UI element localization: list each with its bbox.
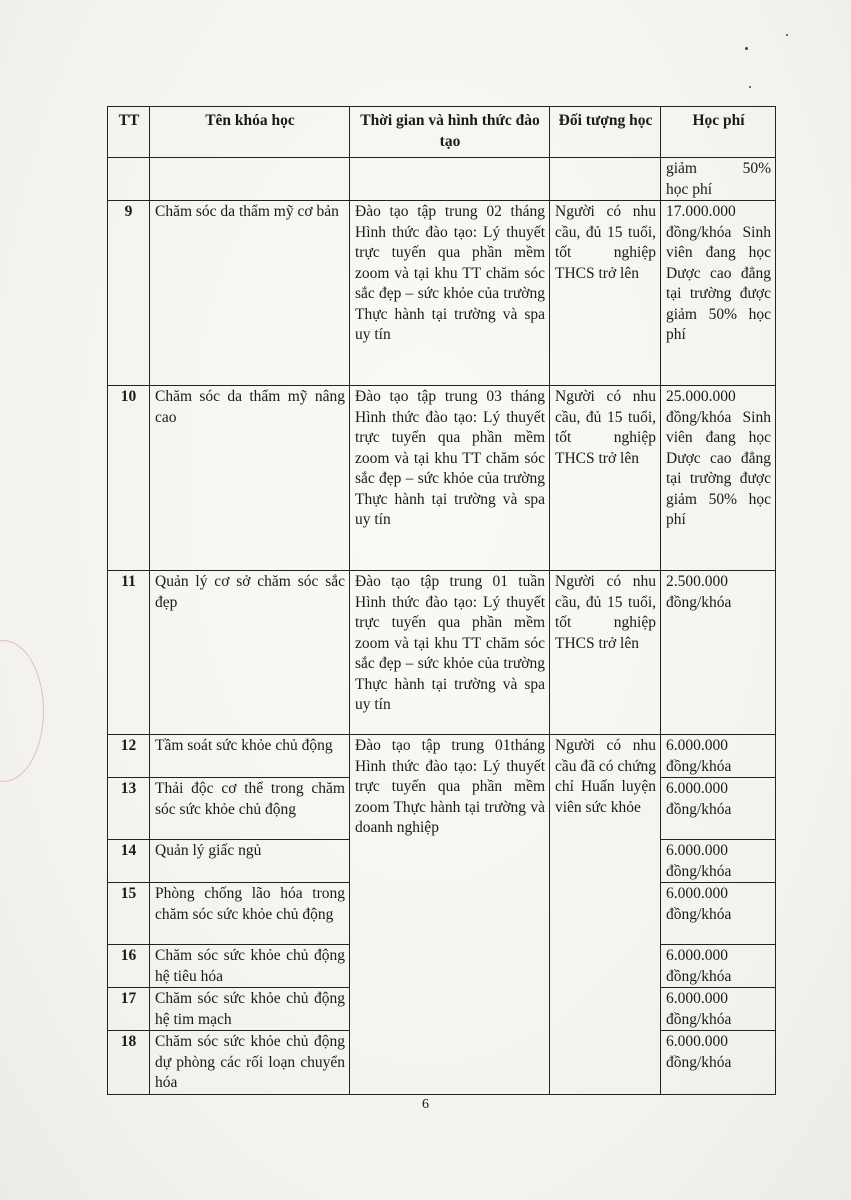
table-header-row (108, 107, 776, 158)
continued-row (108, 158, 776, 201)
table-cell (550, 158, 661, 201)
table-row (108, 386, 776, 571)
header-fee: Học phí (661, 107, 776, 158)
fee: 6.000.000 đồng/khóa (661, 883, 776, 945)
fee: 6.000.000 đồng/khóa (661, 945, 776, 988)
time-form: Đào tạo tập trung 02 tháng Hình thức đào tạo: Lý thuyết trực tuyến qua phần mềm zoom và tại khu TT chăm sóc sắc đẹp – sức khỏe của trường Thực hành tại trường và spa uy tín (350, 201, 550, 386)
fee: 6.000.000 đồng/khóa (661, 988, 776, 1031)
continued-fee-line-2: học phí (666, 180, 713, 198)
target-audience-shared: Người có nhu cầu đã có chứng chỉ Huấn luyện viên sức khỏe (550, 735, 661, 1095)
scan-speck (749, 86, 751, 88)
header-time-form: Thời gian và hình thức đào tạo (350, 107, 550, 158)
course-name: Phòng chống lão hóa trong chăm sóc sức khỏe chủ động (150, 883, 350, 945)
course-name: Chăm sóc da thẩm mỹ nâng cao (150, 386, 350, 571)
course-name: Quản lý cơ sở chăm sóc sắc đẹp (150, 571, 350, 735)
fee: 6.000.000 đồng/khóa (661, 778, 776, 840)
fee: 25.000.000 đồng/khóa Sinh viên đang học Dược cao đẳng tại trường được giảm 50% học phí (661, 386, 776, 571)
table-row (108, 201, 776, 386)
course-name: Chăm sóc sức khỏe chủ động hệ tiêu hóa (150, 945, 350, 988)
course-name: Chăm sóc sức khỏe chủ động dự phòng các rối loạn chuyển hóa (150, 1031, 350, 1095)
fee: 6.000.000 đồng/khóa (661, 735, 776, 778)
course-name: Thải độc cơ thể trong chăm sóc sức khỏe chủ động (150, 778, 350, 840)
table-row (108, 571, 776, 735)
fee: 6.000.000 đồng/khóa (661, 840, 776, 883)
row-number: 10 (108, 386, 150, 571)
row-number: 15 (108, 883, 150, 945)
scan-speck (786, 34, 788, 36)
row-number: 13 (108, 778, 150, 840)
fee: 6.000.000 đồng/khóa (661, 1031, 776, 1095)
row-number: 9 (108, 201, 150, 386)
target-audience: Người có nhu cầu, đủ 15 tuổi, tốt nghiệp THCS trở lên (550, 571, 661, 735)
fee: 2.500.000 đồng/khóa (661, 571, 776, 735)
continued-fee-line-1: giảm 50% (666, 160, 771, 177)
table-cell (108, 158, 150, 201)
table-cell (350, 158, 550, 201)
time-form-shared: Đào tạo tập trung 01tháng Hình thức đào tạo: Lý thuyết trực tuyến qua phần mềm zoom Thực hành tại trường và doanh nghiệp (350, 735, 550, 1095)
scan-speck (745, 47, 748, 50)
time-form: Đào tạo tập trung 03 tháng Hình thức đào tạo: Lý thuyết trực tuyến qua phần mềm zoom và tại khu TT chăm sóc sắc đẹp – sức khỏe của trường Thực hành tại trường và spa uy tín (350, 386, 550, 571)
table-row (108, 735, 776, 778)
table-cell (150, 158, 350, 201)
header-course-name: Tên khóa học (150, 107, 350, 158)
course-name: Quản lý giấc ngủ (150, 840, 350, 883)
header-tt: TT (108, 107, 150, 158)
course-table (107, 106, 776, 1095)
row-number: 12 (108, 735, 150, 778)
header-target: Đối tượng học (550, 107, 661, 158)
row-number: 14 (108, 840, 150, 883)
continued-fee-cell (661, 158, 776, 201)
course-name: Tầm soát sức khỏe chủ động (150, 735, 350, 778)
row-number: 18 (108, 1031, 150, 1095)
row-number: 17 (108, 988, 150, 1031)
target-audience: Người có nhu cầu, đủ 15 tuổi, tốt nghiệp THCS trở lên (550, 386, 661, 571)
time-form: Đào tạo tập trung 01 tuần Hình thức đào tạo: Lý thuyết trực tuyến qua phần mềm zoom và tại khu TT chăm sóc sắc đẹp – sức khỏe của trường Thực hành tại trường và spa uy tín (350, 571, 550, 735)
row-number: 16 (108, 945, 150, 988)
target-audience: Người có nhu cầu, đủ 15 tuổi, tốt nghiệp THCS trở lên (550, 201, 661, 386)
row-number: 11 (108, 571, 150, 735)
course-name: Chăm sóc sức khỏe chủ động hệ tim mạch (150, 988, 350, 1031)
page-number: 6 (422, 1097, 429, 1112)
course-name: Chăm sóc da thẩm mỹ cơ bản (150, 201, 350, 386)
fee: 17.000.000 đồng/khóa Sinh viên đang học Dược cao đẳng tại trường được giảm 50% học phí (661, 201, 776, 386)
